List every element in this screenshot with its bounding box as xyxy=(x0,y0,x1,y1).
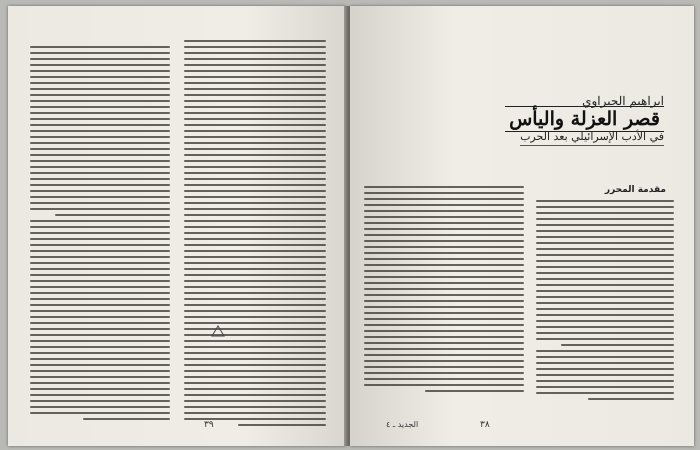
text-line xyxy=(536,224,674,226)
text-line xyxy=(364,330,524,332)
text-line xyxy=(536,332,674,334)
text-line xyxy=(536,248,674,250)
text-line xyxy=(30,142,170,144)
text-line xyxy=(238,424,326,426)
text-line xyxy=(184,412,326,414)
text-line xyxy=(30,256,170,258)
text-line xyxy=(30,118,170,120)
left-page-column-right xyxy=(184,40,326,430)
text-line xyxy=(55,214,170,216)
text-line xyxy=(30,112,170,114)
text-line xyxy=(184,310,326,312)
text-line xyxy=(364,288,524,290)
magazine-spread xyxy=(8,6,694,446)
text-line xyxy=(30,208,170,210)
decorative-mark-icon xyxy=(210,324,226,338)
text-line xyxy=(536,302,674,304)
text-line xyxy=(30,250,170,252)
text-line xyxy=(588,398,674,400)
text-line xyxy=(184,226,326,228)
text-line xyxy=(364,258,524,260)
text-line xyxy=(30,172,170,174)
text-line xyxy=(364,192,524,194)
text-line xyxy=(536,380,674,382)
text-line xyxy=(536,368,674,370)
text-line xyxy=(364,294,524,296)
text-line xyxy=(184,88,326,90)
article-author: ابراهيم الجبراوي xyxy=(582,94,664,108)
text-line xyxy=(30,280,170,282)
text-line xyxy=(30,346,170,348)
text-line xyxy=(184,244,326,246)
left-page-number: ٣٩ xyxy=(204,420,214,430)
text-line xyxy=(364,324,524,326)
text-line xyxy=(536,230,674,232)
text-line xyxy=(30,226,170,228)
text-line xyxy=(83,418,170,420)
text-line xyxy=(364,306,524,308)
text-line xyxy=(30,148,170,150)
text-line xyxy=(30,400,170,402)
text-line xyxy=(364,210,524,212)
text-line xyxy=(30,52,170,54)
text-line xyxy=(536,260,674,262)
left-page xyxy=(8,6,346,446)
text-line xyxy=(184,130,326,132)
text-line xyxy=(30,238,170,240)
text-line xyxy=(184,304,326,306)
text-line xyxy=(184,214,326,216)
text-line xyxy=(184,400,326,402)
text-line xyxy=(30,364,170,366)
text-line xyxy=(30,160,170,162)
text-line xyxy=(364,336,524,338)
text-line xyxy=(536,212,674,214)
text-line xyxy=(30,274,170,276)
text-line xyxy=(536,278,674,280)
right-page xyxy=(350,6,694,446)
text-line xyxy=(30,328,170,330)
text-line xyxy=(30,94,170,96)
right-page-column-left xyxy=(364,186,524,396)
text-line xyxy=(364,360,524,362)
text-line xyxy=(184,250,326,252)
text-line xyxy=(536,218,674,220)
issue-footer-label: الجديد ـ ٤ xyxy=(386,420,419,429)
text-line xyxy=(30,334,170,336)
text-line xyxy=(184,322,326,324)
text-line xyxy=(30,358,170,360)
text-line xyxy=(184,388,326,390)
text-line xyxy=(30,70,170,72)
text-line xyxy=(184,40,326,42)
text-line xyxy=(536,200,674,202)
text-line xyxy=(364,300,524,302)
text-line xyxy=(30,304,170,306)
text-line xyxy=(184,334,326,336)
text-line xyxy=(364,234,524,236)
text-line xyxy=(184,292,326,294)
text-line xyxy=(184,376,326,378)
text-line xyxy=(364,270,524,272)
section-heading: مقدمة المحرر xyxy=(604,185,666,195)
text-line xyxy=(184,202,326,204)
text-line xyxy=(30,388,170,390)
text-line xyxy=(184,58,326,60)
text-line xyxy=(364,222,524,224)
text-line xyxy=(184,184,326,186)
text-line xyxy=(184,76,326,78)
text-line xyxy=(364,312,524,314)
left-page-column-left xyxy=(30,46,170,424)
text-line xyxy=(30,412,170,414)
text-line xyxy=(30,64,170,66)
text-line xyxy=(30,130,170,132)
text-line xyxy=(184,208,326,210)
text-line xyxy=(30,124,170,126)
text-line xyxy=(425,390,524,392)
article-title: قصر العزلة واليأس xyxy=(505,106,664,132)
text-line xyxy=(30,82,170,84)
right-page-number: ٣٨ xyxy=(480,420,490,430)
text-line xyxy=(184,190,326,192)
text-line xyxy=(536,272,674,274)
text-line xyxy=(30,382,170,384)
text-line xyxy=(30,244,170,246)
text-line xyxy=(184,232,326,234)
text-line xyxy=(184,136,326,138)
text-line xyxy=(30,100,170,102)
text-line xyxy=(184,154,326,156)
text-line xyxy=(184,220,326,222)
text-line xyxy=(364,372,524,374)
text-line xyxy=(536,242,674,244)
text-line xyxy=(536,296,674,298)
text-line xyxy=(30,58,170,60)
text-line xyxy=(536,320,674,322)
text-line xyxy=(184,280,326,282)
text-line xyxy=(364,384,524,386)
text-line xyxy=(184,262,326,264)
text-line xyxy=(184,238,326,240)
text-line xyxy=(364,366,524,368)
right-page-column-right xyxy=(536,200,674,404)
text-line xyxy=(30,154,170,156)
text-line xyxy=(536,314,674,316)
text-line xyxy=(364,240,524,242)
text-line xyxy=(184,52,326,54)
text-line xyxy=(30,406,170,408)
text-line xyxy=(184,364,326,366)
text-line xyxy=(536,350,674,352)
text-line xyxy=(184,160,326,162)
text-line xyxy=(30,76,170,78)
text-line xyxy=(364,354,524,356)
text-line xyxy=(536,374,674,376)
text-line xyxy=(536,266,674,268)
text-line xyxy=(30,352,170,354)
text-line xyxy=(30,178,170,180)
text-line xyxy=(184,64,326,66)
text-line xyxy=(184,178,326,180)
text-line xyxy=(184,172,326,174)
text-line xyxy=(184,166,326,168)
text-line xyxy=(30,376,170,378)
text-line xyxy=(184,382,326,384)
text-line xyxy=(184,406,326,408)
text-line xyxy=(536,356,674,358)
text-line xyxy=(184,256,326,258)
text-line xyxy=(30,166,170,168)
text-line xyxy=(536,290,674,292)
text-line xyxy=(184,298,326,300)
text-line xyxy=(184,118,326,120)
text-line xyxy=(364,228,524,230)
article-subtitle: في الأدب الإسرائيلي بعد الحرب xyxy=(520,130,664,146)
text-line xyxy=(184,70,326,72)
text-line xyxy=(536,206,674,208)
text-line xyxy=(364,378,524,380)
text-line xyxy=(536,326,674,328)
text-line xyxy=(536,386,674,388)
text-line xyxy=(561,344,674,346)
text-line xyxy=(184,124,326,126)
text-line xyxy=(30,298,170,300)
text-line xyxy=(30,322,170,324)
text-line xyxy=(536,254,674,256)
text-line xyxy=(30,196,170,198)
text-line xyxy=(30,268,170,270)
text-line xyxy=(536,362,674,364)
text-line xyxy=(364,282,524,284)
text-line xyxy=(184,106,326,108)
text-line xyxy=(30,340,170,342)
text-line xyxy=(30,46,170,48)
text-line xyxy=(184,328,326,330)
text-line xyxy=(30,286,170,288)
text-line xyxy=(184,112,326,114)
text-line xyxy=(364,276,524,278)
text-line xyxy=(364,342,524,344)
text-line xyxy=(30,394,170,396)
text-line xyxy=(364,318,524,320)
text-line xyxy=(536,392,674,394)
text-line xyxy=(184,148,326,150)
text-line xyxy=(536,284,674,286)
text-line xyxy=(364,186,524,188)
text-line xyxy=(30,370,170,372)
text-line xyxy=(30,232,170,234)
text-line xyxy=(536,338,674,340)
text-line xyxy=(30,262,170,264)
text-line xyxy=(536,308,674,310)
text-line xyxy=(30,310,170,312)
text-line xyxy=(184,82,326,84)
text-line xyxy=(364,348,524,350)
text-line xyxy=(364,216,524,218)
text-line xyxy=(184,346,326,348)
text-line xyxy=(30,190,170,192)
text-line xyxy=(184,352,326,354)
text-line xyxy=(364,246,524,248)
text-line xyxy=(184,142,326,144)
text-line xyxy=(184,394,326,396)
text-line xyxy=(184,316,326,318)
text-line xyxy=(184,340,326,342)
text-line xyxy=(364,204,524,206)
text-line xyxy=(364,198,524,200)
text-line xyxy=(30,106,170,108)
text-line xyxy=(184,100,326,102)
text-line xyxy=(30,136,170,138)
text-line xyxy=(30,220,170,222)
text-line xyxy=(30,184,170,186)
text-line xyxy=(184,46,326,48)
text-line xyxy=(184,268,326,270)
text-line xyxy=(30,88,170,90)
text-line xyxy=(364,252,524,254)
text-line xyxy=(536,236,674,238)
text-line xyxy=(184,196,326,198)
text-line xyxy=(30,292,170,294)
text-line xyxy=(184,370,326,372)
text-line xyxy=(184,286,326,288)
text-line xyxy=(184,358,326,360)
text-line xyxy=(30,316,170,318)
text-line xyxy=(184,274,326,276)
text-line xyxy=(364,264,524,266)
text-line xyxy=(30,202,170,204)
text-line xyxy=(184,94,326,96)
